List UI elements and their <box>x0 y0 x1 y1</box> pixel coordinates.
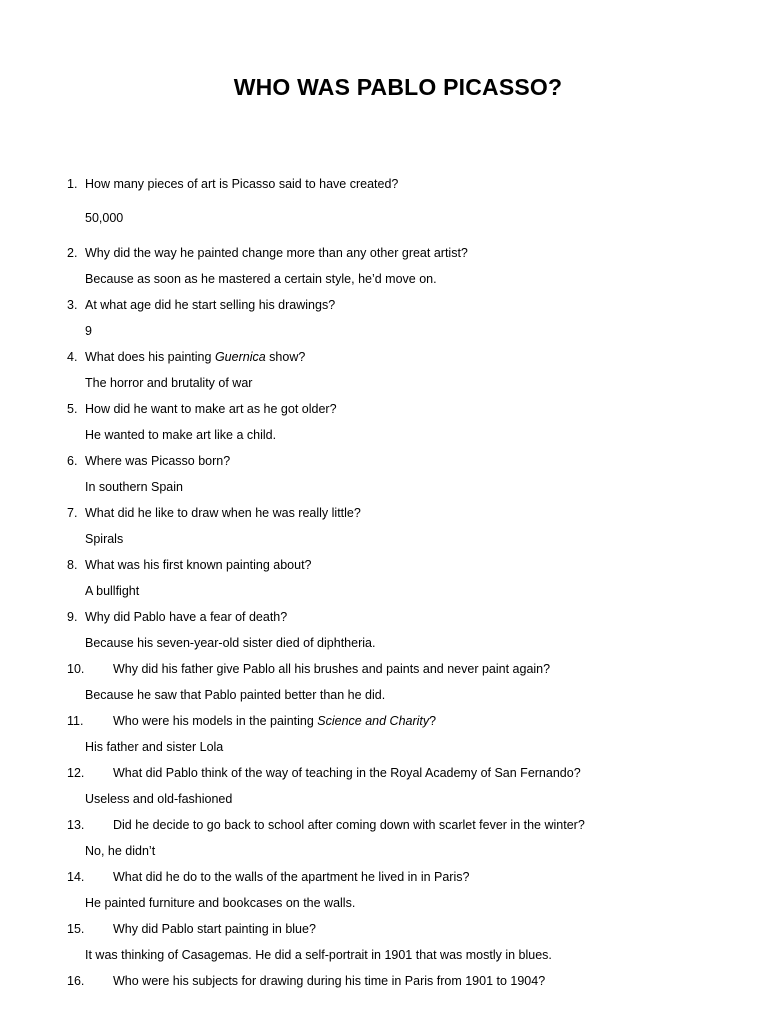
page-title: WHO WAS PABLO PICASSO? <box>233 74 563 100</box>
question-text-before: What does his painting <box>85 350 215 364</box>
question-text: How many pieces of art is Picasso said to have created? <box>85 177 399 191</box>
question-text: What did he like to draw when he was really little? <box>85 506 361 520</box>
list-item <box>0 555 768 607</box>
question-number: 7. <box>67 506 78 520</box>
question-text-after: ? <box>429 714 437 728</box>
list-item <box>0 815 768 867</box>
question-number: 16. <box>67 974 85 988</box>
answer-text: Because he saw that Pablo painted better than he did. <box>85 688 386 702</box>
list-item <box>0 867 768 919</box>
list-item <box>0 763 768 815</box>
answer-text: Useless and old-fashioned <box>85 792 233 806</box>
question-number: 12. <box>67 766 85 780</box>
list-item <box>0 659 768 711</box>
question-number: 5. <box>67 402 78 416</box>
question-number: 4. <box>67 350 78 364</box>
answer-text: A bullfight <box>85 584 140 598</box>
question-number: 8. <box>67 558 78 572</box>
answer-text: In southern Spain <box>85 480 183 494</box>
question-number: 11. <box>67 714 84 728</box>
answer-text: 50,000 <box>85 211 124 225</box>
answer-text: Spirals <box>85 532 124 546</box>
question-number: 10. <box>67 662 85 676</box>
question-number: 6. <box>67 454 78 468</box>
list-item <box>0 347 768 399</box>
question-text: What did Pablo think of the way of teaching in the Royal Academy of San Fernando? <box>113 766 581 780</box>
question-text: Did he decide to go back to school after coming down with scarlet fever in the winter? <box>113 818 585 832</box>
question-text: Why did Pablo have a fear of death? <box>85 610 288 624</box>
question-text: What was his first known painting about? <box>85 558 312 572</box>
question-text: What did he do to the walls of the apartment he lived in in Paris? <box>113 870 470 884</box>
list-item <box>0 174 768 243</box>
question-number: 15. <box>67 922 85 936</box>
answer-text: Because his seven-year-old sister died of diphtheria. <box>85 636 376 650</box>
painting-title: Science and Charity <box>317 714 430 728</box>
list-item <box>0 607 768 659</box>
question-text: Why did the way he painted change more than any other great artist? <box>85 246 468 260</box>
list-item <box>0 295 768 347</box>
answer-text: The horror and brutality of war <box>85 376 253 390</box>
list-item <box>0 243 768 295</box>
question-number: 3. <box>67 298 78 312</box>
question-text: Who were his subjects for drawing during his time in Paris from 1901 to 1904? <box>113 974 546 988</box>
question-text: Where was Picasso born? <box>85 454 231 468</box>
question-number: 1. <box>67 177 78 191</box>
list-item <box>0 711 768 763</box>
question-number: 14. <box>67 870 85 884</box>
question-text: Why did Pablo start painting in blue? <box>113 922 316 936</box>
question-number: 2. <box>67 246 78 260</box>
question-text-after: show? <box>265 350 306 364</box>
answer-text: Because as soon as he mastered a certain style, he’d move on. <box>85 272 437 286</box>
answer-text: No, he didn’t <box>85 844 156 858</box>
answer-text: It was thinking of Casagemas. He did a self-portrait in 1901 that was mostly in blues. <box>85 948 552 962</box>
question-text-before: Who were his models in the painting <box>113 714 318 728</box>
question-number: 9. <box>67 610 78 624</box>
answer-text: He painted furniture and bookcases on the walls. <box>85 896 356 910</box>
list-item <box>0 503 768 555</box>
question-text: At what age did he start selling his drawings? <box>85 298 336 312</box>
list-item <box>0 451 768 503</box>
question-text <box>113 711 436 731</box>
question-list <box>0 174 768 997</box>
question-text: How did he want to make art as he got older? <box>85 402 337 416</box>
question-number: 13. <box>67 818 85 832</box>
list-item <box>0 919 768 971</box>
painting-title: Guernica <box>214 350 266 364</box>
answer-text: He wanted to make art like a child. <box>85 428 277 442</box>
answer-text: 9 <box>85 324 92 338</box>
list-item <box>0 971 768 997</box>
list-item <box>0 399 768 451</box>
question-text: Why did his father give Pablo all his brushes and paints and never paint again? <box>113 662 551 676</box>
question-text <box>85 347 305 367</box>
answer-text: His father and sister Lola <box>85 740 224 754</box>
